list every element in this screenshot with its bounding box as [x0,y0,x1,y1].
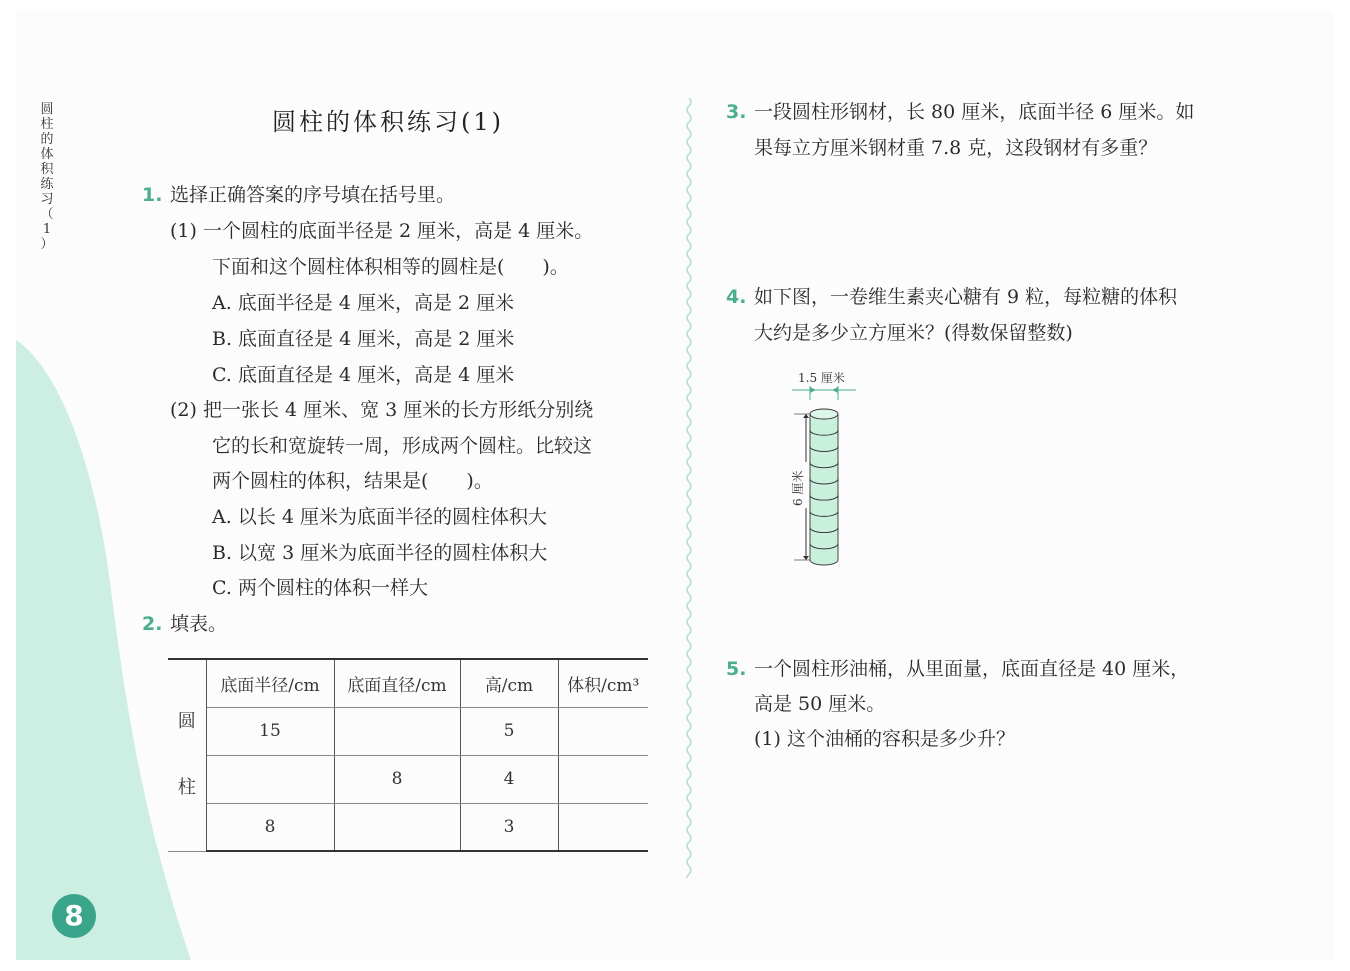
side-title-char: 积 [40,162,54,177]
candy-stack [810,409,838,565]
side-title-char: 1 [42,222,52,237]
question-3-number: 3. [726,101,747,123]
question-1-text: 选择正确答案的序号填在括号里。 [170,184,456,206]
table-row [168,755,648,803]
q1-part2-line1: (2) 把一张长 4 厘米、宽 3 厘米的长方形纸分别绕 [170,399,594,421]
top-arrow-left [810,387,816,393]
side-title-char: ） [40,237,54,252]
side-title-char: 圆 [40,102,54,117]
fill-table [168,658,648,852]
q1-part1-option-a: A. 底面半径是 4 厘米，高是 2 厘米 [212,292,515,314]
side-title-char: 柱 [40,117,54,132]
workbook-page [16,10,1334,960]
question-2 [142,607,227,643]
cell-r3-diameter[interactable] [334,803,460,851]
q1-part2-line2: 它的长和宽旋转一周，形成两个圆柱。比较这 [212,435,593,457]
cell-r2-radius[interactable] [206,755,334,803]
table-header-row [168,659,648,707]
page-number: 8 [52,894,96,938]
side-label-zhu: 柱 [177,777,196,799]
side-title-char: 练 [40,177,54,192]
question-2-text: 填表。 [170,613,228,635]
question-5-line1: 一个圆柱形油桶，从里面量，底面直径是 40 厘米， [754,658,1190,680]
side-title-char: 的 [40,132,54,147]
wavy-divider [684,98,694,878]
table-row [168,803,648,851]
side-title-char: 体 [40,147,54,162]
question-4-line2: 大约是多少立方厘米？(得数保留整数) [754,322,1073,344]
question-4-number: 4. [726,286,747,308]
side-label-yuan: 圆 [177,711,196,733]
q1-part2-line3: 两个圆柱的体积，结果是( )。 [212,470,493,492]
question-5-sub1: (1) 这个油桶的容积是多少升？ [754,728,1015,750]
question-1 [142,178,455,214]
question-3-line1: 一段圆柱形钢材，长 80 厘米，底面半径 6 厘米。如 [754,101,1195,123]
q1-part2-option-b: B. 以宽 3 厘米为底面半径的圆柱体积大 [212,542,548,564]
figure-top-label: 1.5 厘米 [798,371,845,385]
cell-r1-volume[interactable] [558,707,648,755]
header-radius: 底面半径/cm [206,659,334,707]
figure-side-label: 6 厘米 [791,470,805,506]
q1-part2-option-a: A. 以长 4 厘米为底面半径的圆柱体积大 [212,506,547,528]
question-5 [726,652,1189,688]
cell-r3-radius[interactable]: 8 [206,803,334,851]
q1-part1-option-b: B. 底面直径是 4 厘米，高是 2 厘米 [212,328,515,350]
cell-r3-height[interactable]: 3 [460,803,558,851]
cell-r3-volume[interactable] [558,803,648,851]
cell-r2-height[interactable]: 4 [460,755,558,803]
question-2-number: 2. [142,613,163,635]
question-5-number: 5. [726,658,747,680]
cell-r1-height[interactable]: 5 [460,707,558,755]
question-3 [726,95,1194,131]
q1-part1-option-c: C. 底面直径是 4 厘米，高是 4 厘米 [212,364,515,386]
side-title-char: 习 [40,192,54,207]
cell-r2-volume[interactable] [558,755,648,803]
question-3-line2: 果每立方厘米钢材重 7.8 克，这段钢材有多重？ [754,137,1158,159]
page-title: 圆柱的体积练习(1) [272,108,504,136]
question-4-line1: 如下图，一卷维生素夹心糖有 9 粒，每粒糖的体积 [754,286,1178,308]
top-arrow-right [832,387,838,393]
side-arrow-bottom [803,556,809,560]
question-4 [726,280,1177,316]
table-row [168,707,648,755]
cell-r2-diameter[interactable]: 8 [334,755,460,803]
header-diameter: 底面直径/cm [334,659,460,707]
table-side-label [168,659,206,851]
cell-r1-diameter[interactable] [334,707,460,755]
q1-part1-line2: 下面和这个圆柱体积相等的圆柱是( )。 [212,256,569,278]
candy-piece [810,409,838,435]
question-5-line2: 高是 50 厘米。 [754,693,886,715]
side-title-char: （ [40,207,54,222]
q1-part1-line1: (1) 一个圆柱的底面半径是 2 厘米，高是 4 厘米。 [170,220,594,242]
header-volume: 体积/cm³ [558,659,648,707]
side-running-title [38,102,56,252]
cell-r1-radius[interactable]: 15 [206,707,334,755]
q1-part2-option-c: C. 两个圆柱的体积一样大 [212,577,428,599]
question-1-number: 1. [142,184,163,206]
candy-roll-figure [776,370,886,580]
side-arrow-top [803,414,809,418]
header-height: 高/cm [460,659,558,707]
